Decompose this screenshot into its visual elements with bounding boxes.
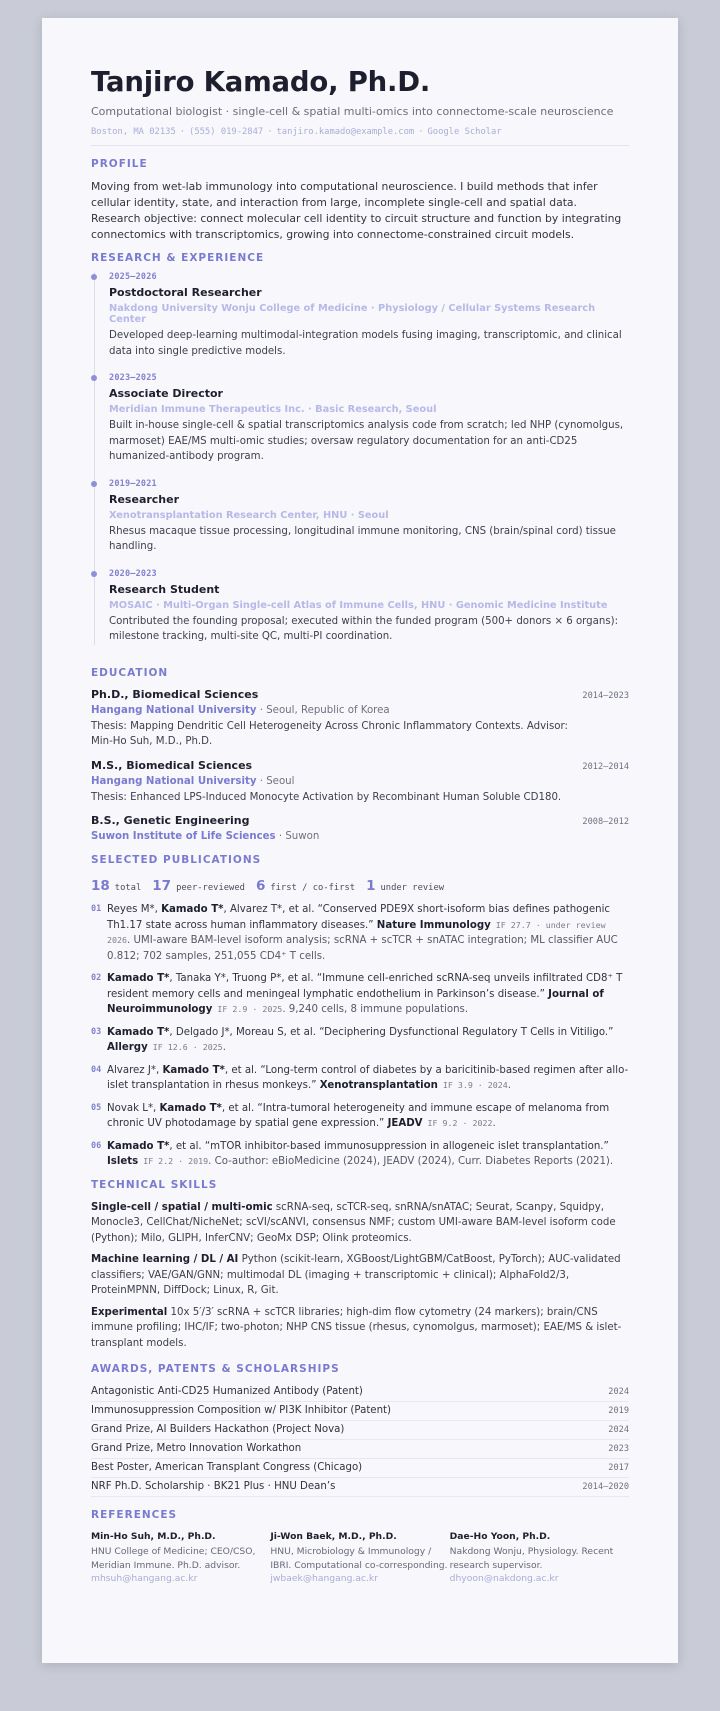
section-title-profile: PROFILE bbox=[91, 158, 148, 170]
section-title-awards: AWARDS, PATENTS & SCHOLARSHIPS bbox=[91, 1363, 340, 1375]
experience-dates: 2025–2026 bbox=[109, 272, 157, 282]
education-years: 2014–2023 bbox=[582, 690, 629, 701]
experience-dates: 2023–2025 bbox=[109, 373, 157, 383]
education-institution-line bbox=[91, 831, 629, 842]
section-title-experience: RESEARCH & EXPERIENCE bbox=[91, 252, 265, 264]
references-grid bbox=[91, 1531, 629, 1584]
reference-card bbox=[450, 1531, 629, 1584]
publication-stats bbox=[91, 875, 629, 894]
award-name: Immunosuppression Composition w/ PI3K Inhibitor (Patent) bbox=[91, 1405, 392, 1416]
award-name: Antagonistic Anti-CD25 Humanized Antibody (Patent) bbox=[91, 1386, 363, 1397]
award-name: Grand Prize, Metro Innovation Workathon bbox=[91, 1443, 302, 1454]
publication-meta: IF 27.7 · under review 2026 bbox=[107, 919, 606, 945]
publication-number: 03 bbox=[91, 1026, 102, 1037]
experience-role: Associate Director bbox=[109, 387, 223, 400]
publication-journal: Nature Immunology bbox=[376, 919, 491, 931]
skill-group bbox=[91, 1200, 629, 1247]
skill-group bbox=[91, 1252, 629, 1299]
publication-list bbox=[91, 902, 629, 1170]
section-title-publications: SELECTED PUBLICATIONS bbox=[91, 854, 262, 866]
publication-item bbox=[91, 902, 629, 964]
education-institution: Suwon Institute of Life Sciences bbox=[91, 831, 276, 842]
publication-citation: Kamado T*, Tanaka Y*, Truong P*, et al. “Immune cell-enriched scRNA-seq unveils infiltrated CD8⁺ T resident memory cells and meningeal lymphatic endothelium in Parkinson’s disease.” Journal of Neuroimmunology IF 2.9 · 2025. 9,240 cells, 8 immune populations. bbox=[107, 973, 623, 1015]
experience-item bbox=[109, 272, 629, 359]
publication-citation: Novak L*, Kamado T*, et al. “Intra-tumoral heterogeneity and immune escape of melanoma from chronic UV photodamage by spatial gene expression.” JEADV IF 9.2 · 2022. bbox=[107, 1102, 610, 1129]
education-institution-line bbox=[91, 705, 629, 716]
profile-text: Moving from wet-lab immunology into computational neuroscience. I build methods that infer cellular identity, state, and interaction from large, incomplete single-cell and spatial data. Research objective: connect molecular cell identity to circuit structure and function by integrating connectomics with transcriptomics, growing into connectome-constrained circuit models. bbox=[91, 180, 622, 241]
education-degree: Ph.D., Biomedical Sciences bbox=[91, 687, 259, 701]
publication-meta: IF 2.2 · 2019 bbox=[138, 1156, 209, 1166]
publication-meta: IF 3.9 · 2024 bbox=[437, 1080, 508, 1090]
experience-org: Xenotransplantation Research Center, HNU · Seoul bbox=[109, 509, 389, 521]
education-item bbox=[91, 759, 629, 806]
award-year: 2019 bbox=[608, 1406, 629, 1416]
experience-role: Researcher bbox=[109, 492, 180, 506]
education-years: 2012–2014 bbox=[582, 761, 629, 772]
education-location: · Seoul, Republic of Korea bbox=[256, 704, 390, 716]
experience-org: Nakdong University Wonju College of Medicine · Physiology / Cellular Systems Research Center bbox=[109, 303, 596, 325]
experience-org: Meridian Immune Therapeutics Inc. · Basic Research, Seoul bbox=[109, 404, 437, 415]
education-thesis: Thesis: Mapping Dendritic Cell Heterogeneity Across Chronic Inflammatory Contexts. Advisor: Min-Ho Suh, M.D., Ph.D. bbox=[91, 720, 568, 747]
award-year: 2023 bbox=[608, 1444, 629, 1454]
timeline-dot bbox=[91, 571, 97, 577]
education-degree: M.S., Biomedical Sciences bbox=[91, 758, 253, 772]
skill-text: scRNA-seq, scTCR-seq, snRNA/snATAC; Seurat, Scanpy, Squidpy, Monocle3, CellChat/NicheNet; scVI/scANVI, consensus NMF; custom UMI-aware BAM-level isoform code (Python); Milo, GLIPH, InferCNV; GeoMx DSP; Olink proteomics. bbox=[91, 1201, 616, 1244]
reference-email[interactable]: jwbaek@hangang.ac.kr bbox=[270, 1573, 379, 1584]
header-divider bbox=[91, 145, 629, 146]
publication-citation: Kamado T*, Delgado J*, Moreau S, et al. “Deciphering Dysfunctional Regulatory T Cells in Vitiligo.” Allergy IF 12.6 · 2025. bbox=[107, 1026, 614, 1053]
publication-item bbox=[91, 971, 629, 1018]
publication-journal: JEADV bbox=[387, 1118, 423, 1129]
award-year: 2024 bbox=[608, 1425, 629, 1435]
award-row bbox=[91, 1383, 629, 1402]
education-item bbox=[91, 688, 629, 750]
experience-role: Research Student bbox=[109, 582, 220, 596]
publication-number: 02 bbox=[91, 973, 102, 983]
publication-journal: Islets bbox=[107, 1156, 139, 1167]
timeline-dot bbox=[91, 274, 97, 280]
reference-name: Dae-Ho Yoon, Ph.D. bbox=[449, 1531, 551, 1542]
experience-desc: Built in-house single-cell & spatial transcriptomics analysis code from scratch; led NHP (cynomolgus, marmoset) EAE/MS multi-omic studies; oversaw regulatory documentation for an anti-CD25 humanized-antibody program. bbox=[109, 420, 624, 462]
experience-item bbox=[109, 569, 629, 645]
awards-list bbox=[91, 1383, 629, 1497]
education-institution: Hangang National University bbox=[91, 704, 257, 716]
skill-text: 10x 5′/3′ scRNA + scTCR libraries; high-dim flow cytometry (24 markers); brain/CNS immune profiling; IHC/IF; two-photon; NHP CNS tissue (rhesus, cynomolgus, marmoset); EAE/MS & islet-transplant models. bbox=[91, 1306, 622, 1349]
candidate-name: Tanjiro Kamado, Ph.D. bbox=[91, 66, 431, 98]
resume-page bbox=[42, 18, 678, 1663]
reference-desc: Nakdong Wonju, Physiology. Recent research supervisor. bbox=[449, 1546, 614, 1571]
skill-label: Machine learning / DL / AI bbox=[91, 1254, 239, 1265]
skill-group bbox=[91, 1305, 629, 1352]
experience-desc: Rhesus macaque tissue processing, longitudinal immune monitoring, CNS (brain/spinal cord) tissue handling. bbox=[109, 525, 616, 552]
publication-number: 06 bbox=[91, 1140, 102, 1151]
publication-number: 04 bbox=[91, 1064, 102, 1075]
publication-citation: Reyes M*, Kamado T*, Alvarez T*, et al. “Conserved PDE9X short-isoform bias defines pathogenic Th1.17 state across human inflammatory diseases.” Nature Immunology IF 27.7 · under review 2026. UMI-aware BAM-level isoform analysis; scRNA + scTCR + snATAC integration; ML classifier AUC 0.812; 702 samples, 251,055 CD4⁺ T cells. bbox=[107, 904, 618, 962]
award-year: 2014–2020 bbox=[582, 1482, 629, 1492]
publication-meta: IF 9.2 · 2022 bbox=[422, 1118, 493, 1128]
education-location: · Seoul bbox=[256, 775, 295, 787]
experience-item bbox=[109, 373, 629, 465]
reference-name: Ji-Won Baek, M.D., Ph.D. bbox=[270, 1531, 397, 1542]
stat-under-review: 1 under review bbox=[366, 878, 445, 894]
experience-org: MOSAIC · Multi-Organ Single-cell Atlas of Immune Cells, HNU · Genomic Medicine Institute bbox=[109, 599, 608, 611]
timeline-dot bbox=[91, 481, 97, 487]
contact-separator: · bbox=[267, 127, 273, 137]
award-row bbox=[91, 1440, 629, 1459]
contact-separator: · bbox=[418, 127, 424, 137]
reference-email[interactable]: mhsuh@hangang.ac.kr bbox=[91, 1573, 198, 1584]
publication-citation: Kamado T*, et al. “mTOR inhibitor-based immunosuppression in allogeneic islet transplantation.” Islets IF 2.2 · 2019. Co-author: eBioMedicine (2024), JEADV (2024), Curr. Diabetes Reports (2021). bbox=[107, 1140, 614, 1167]
award-row bbox=[91, 1478, 629, 1497]
publication-journal: Xenotransplantation bbox=[319, 1080, 438, 1091]
award-row bbox=[91, 1459, 629, 1478]
publication-journal: Allergy bbox=[107, 1042, 148, 1053]
contact-location: Boston, MA 02135 bbox=[91, 127, 176, 137]
tagline: Computational biologist · single-cell & spatial multi-omics into connectome-scale neuroscience bbox=[91, 105, 614, 118]
experience-timeline bbox=[94, 272, 629, 645]
publication-citation: Alvarez J*, Kamado T*, et al. “Long-term control of diabetes by a baricitinib-based regimen after allo-islet transplantation in rhesus monkeys.” Xenotransplantation IF 3.9 · 2024. bbox=[107, 1064, 629, 1091]
award-year: 2017 bbox=[608, 1463, 629, 1473]
stat-total: 18 total bbox=[91, 878, 142, 894]
publication-meta: IF 12.6 · 2025 bbox=[147, 1042, 223, 1052]
contact-phone[interactable]: (555) 019-2847 bbox=[189, 127, 264, 137]
award-name: Grand Prize, AI Builders Hackathon (Project Nova) bbox=[91, 1424, 345, 1435]
publication-number: 01 bbox=[91, 904, 102, 914]
education-institution-line bbox=[91, 776, 629, 787]
section-title-skills: TECHNICAL SKILLS bbox=[91, 1178, 218, 1191]
contact-scholar-link[interactable]: Google Scholar bbox=[427, 127, 502, 137]
award-name: NRF Ph.D. Scholarship · BK21 Plus · HNU Dean’s bbox=[91, 1481, 336, 1492]
education-location: · Suwon bbox=[275, 831, 320, 842]
publication-item bbox=[91, 1139, 629, 1170]
stat-first-author: 6 first / co-first bbox=[255, 878, 356, 894]
contact-separator: · bbox=[179, 127, 186, 137]
reference-desc: HNU College of Medicine; CEO/CSO, Meridian Immune. Ph.D. advisor. bbox=[91, 1546, 256, 1571]
education-years: 2008–2012 bbox=[582, 817, 629, 827]
section-title-references: REFERENCES bbox=[91, 1509, 178, 1521]
award-name: Best Poster, American Transplant Congress (Chicago) bbox=[91, 1462, 363, 1473]
reference-card bbox=[91, 1531, 270, 1584]
experience-role: Postdoctoral Researcher bbox=[109, 286, 262, 299]
experience-desc: Developed deep-learning multimodal-integration models fusing imaging, transcriptomic, and clinical data into single predictive models. bbox=[109, 330, 622, 357]
award-row bbox=[91, 1402, 629, 1421]
reference-card bbox=[270, 1531, 449, 1584]
publication-item bbox=[91, 1101, 629, 1132]
skill-label: Experimental bbox=[91, 1306, 168, 1318]
experience-dates: 2019–2021 bbox=[109, 478, 157, 489]
stat-peer-reviewed: 17 peer-reviewed bbox=[152, 878, 245, 894]
contact-line bbox=[91, 127, 629, 137]
publication-meta: IF 2.9 · 2025 bbox=[212, 1004, 283, 1014]
publication-item bbox=[91, 1063, 629, 1094]
publication-number: 05 bbox=[91, 1102, 102, 1113]
experience-desc: Contributed the founding proposal; executed within the funded program (500+ donors × 6 organs): milestone tracking, multi-site QC, multi-PI coordination. bbox=[109, 615, 619, 642]
publication-item bbox=[91, 1025, 629, 1056]
reference-desc: HNU, Microbiology & Immunology / IBRI. Computational co-corresponding. bbox=[270, 1546, 448, 1571]
award-row bbox=[91, 1421, 629, 1440]
education-item bbox=[91, 814, 629, 842]
experience-dates: 2020–2023 bbox=[109, 568, 157, 579]
contact-email[interactable]: tanjiro.kamado@example.com bbox=[276, 127, 415, 137]
education-degree: B.S., Genetic Engineering bbox=[91, 814, 250, 827]
section-title-education: EDUCATION bbox=[91, 666, 169, 679]
timeline-dot bbox=[91, 375, 97, 381]
award-year: 2024 bbox=[608, 1387, 629, 1397]
reference-name: Min-Ho Suh, M.D., Ph.D. bbox=[91, 1531, 216, 1542]
education-institution: Hangang National University bbox=[91, 775, 257, 787]
publication-journal: Journal of Neuroimmunology bbox=[107, 988, 604, 1015]
skill-label: Single-cell / spatial / multi-omic bbox=[91, 1201, 273, 1213]
skill-text: Python (scikit-learn, XGBoost/LightGBM/CatBoost, PyTorch); AUC-validated classifiers; VAE/GAN/GNN; multimodal DL (imaging + transcriptomic + clinical); AlphaFold2/3, ProteinMPNN, DiffDock; Linux, R, Git. bbox=[91, 1254, 621, 1296]
education-thesis: Thesis: Enhanced LPS-Induced Monocyte Activation by Recombinant Human Soluble CD180. bbox=[91, 791, 562, 803]
experience-item bbox=[109, 479, 629, 555]
reference-email[interactable]: dhyoon@nakdong.ac.kr bbox=[449, 1573, 559, 1584]
